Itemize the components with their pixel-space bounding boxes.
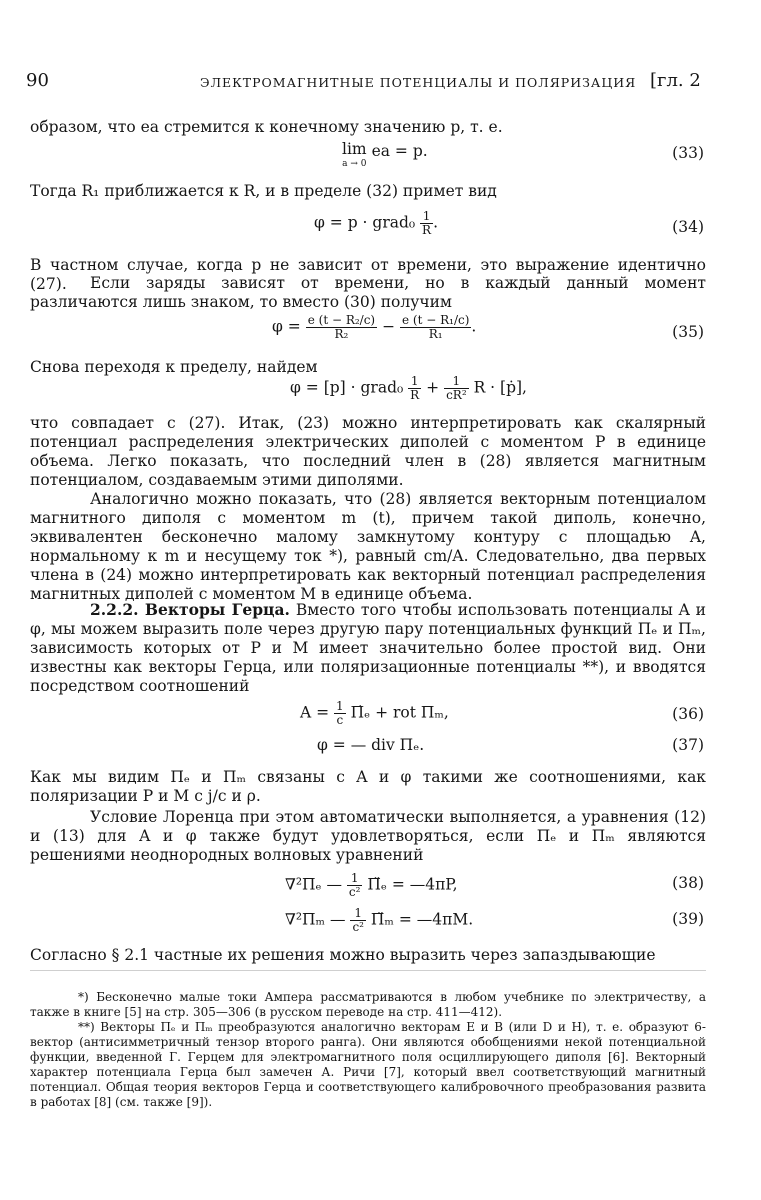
equation-38 [285,872,458,899]
eq-un-f2-den: cR² [446,388,467,402]
running-title: ЭЛЕКТРОМАГНИТНЫЕ ПОТЕНЦИАЛЫ И ПОЛЯРИЗАЦИЯ [200,75,637,90]
paragraph-7: Аналогично можно показать, что (28) является векторным потенциалом магнитного диполя с моментом m (t), причем такой диполь, конечно, эквивалентен бесконечно малому замкнутому контуру с площадью A, нормальному к m и несущему ток *), равный cm/A. Следовательно, два первых члена в (24) можно интерпретировать как векторный потенциал распределения магнитных диполей с моментом M в единице объема. [30,490,706,603]
eq38-frac-num: 1 [347,872,363,886]
eq39-right: Π̈ₘ = —4πM. [370,910,474,929]
eq-un-left: φ = [p] · grad₀ [290,378,404,397]
eq36-frac-num: 1 [336,699,344,713]
page-number: 90 [26,70,49,91]
eq-un-f2-num: 1 [444,375,469,389]
eq-un-f1-num: 1 [408,375,421,389]
eq35-lhs: φ = [272,317,301,336]
equation-35 [272,314,476,341]
chapter-label: [гл. 2 [650,70,701,91]
eq35-tail: . [471,317,477,336]
eq34-left: φ = p · grad₀ [314,213,416,232]
eq34-number: (34) [672,218,704,236]
eq37-number: (37) [672,736,704,754]
eq35-num1: e (t − R₂/c) [307,313,376,327]
section-heading: 2.2.2. Векторы Герца. [90,600,290,619]
paragraph-3: В частном случае, когда p не зависит от времени, это выражение идентично (27). [30,256,706,293]
eq-un-f1-den: R [410,388,420,402]
paragraph-4: Если заряды зависят от времени, но в каждый данный момент различаются лишь знаком, то вместо (30) получим [30,274,706,311]
eq36-left: A = [300,703,330,722]
equation-36 [300,700,449,727]
eq33-number: (33) [672,144,704,162]
eq34-tail: . [433,213,439,232]
equation-39 [285,907,473,934]
footnote-2: **) Векторы Πₑ и Πₘ преобразуются аналогично векторам E и B (или D и H), т. е. образуют 6-вектор (антисимметричный тензор второго ранга). Они являются обобщениями некой потенциальной функции, введенной Г. Герцем для электромагнитного поля осциллирующего диполя [6]. Векторный характер потенциала Герца был замечен А. Ричи [7], который ввел соответствующий магнитный потенциал. Общая теория векторов Герца и соответствующего калибровочного преобразования развита в работах [8] (см. также [9]). [30,1020,706,1109]
eq-un-plus: + [426,378,440,397]
eq39-frac-den: c² [352,920,364,934]
eq39-frac-num: 1 [350,907,366,921]
equation-unnumbered [290,375,527,402]
eq33-expr: ea = p. [371,142,428,160]
eq38-frac-den: c² [348,885,361,899]
paragraph-5: Снова переходя к пределу, найдем [30,358,318,376]
paragraph-6: что совпадает с (27). Итак, (23) можно интерпретировать как скалярный потенциал распределения электрических диполей с моментом P в единице объема. Легко показать, что последний член в (28) является магнитным потенциалом, создаваемым этими диполями. [30,414,706,489]
eq35-num2: e (t − R₁/c) [402,313,470,327]
paragraph-10: Условие Лоренца при этом автоматически выполняется, а уравнения (12) и (13) для A и φ также будут удовлетворяться, если Πₑ и Πₘ являются решениями неоднородных волновых уравнений [30,808,707,864]
equation-33 [342,142,428,172]
paragraph-1: образом, что ea стремится к конечному значению p, т. е. [30,118,503,136]
footnote-1: *) Бесконечно малые токи Ампера рассматриваются в любом учебнике по электричеству, а также в книге [5] на стр. 305—306 (в русском переводе на стр. 411—412). [30,990,706,1019]
eq38-left: ∇²Πₑ — [285,875,342,894]
eq-un-tail: R · [ṗ], [473,378,527,397]
eq39-left: ∇²Πₘ — [285,910,346,929]
eq33-under: a → 0 [342,159,367,169]
equation-34 [314,210,438,237]
paragraph-11: Согласно § 2.1 частные их решения можно выразить через запаздывающие [30,946,656,964]
eq34-frac-num: 1 [420,210,433,224]
eq36-frac-den: c [336,713,344,727]
footnote-divider [30,970,706,971]
eq35-den2: R₁ [428,327,443,341]
paragraph-8-text: Вместо того чтобы использовать потенциалы A и φ, мы можем выразить поле через другую пару потенциальных функций Πₑ и Πₘ, зависимость которых от P и M имеет значительно более простой вид. Они известны как векторы Герца, или поляризационные потенциалы **), и вводятся посредством соотношений [30,601,706,695]
eq39-number: (39) [672,910,704,928]
eq35-number: (35) [672,323,704,341]
eq33-lim: lim [342,140,367,158]
paragraph-9: Как мы видим Πₑ и Πₘ связаны с A и φ такими же соотношениями, как поляризации P и M с j/c и ρ. [30,768,706,805]
eq34-frac-den: R [422,223,432,237]
eq38-right: Π̈ₑ = —4πP, [367,875,458,894]
eq38-number: (38) [672,874,704,892]
eq35-den1: R₂ [334,327,349,341]
eq35-minus: − [382,317,396,336]
paragraph-8 [30,600,706,696]
equation-37: φ = — div Πₑ. [317,736,425,754]
paragraph-2: Тогда R₁ приближается к R, и в пределе (32) примет вид [30,182,497,200]
eq36-right: Π̇ₑ + rot Πₘ, [350,703,449,722]
eq36-number: (36) [672,705,704,723]
